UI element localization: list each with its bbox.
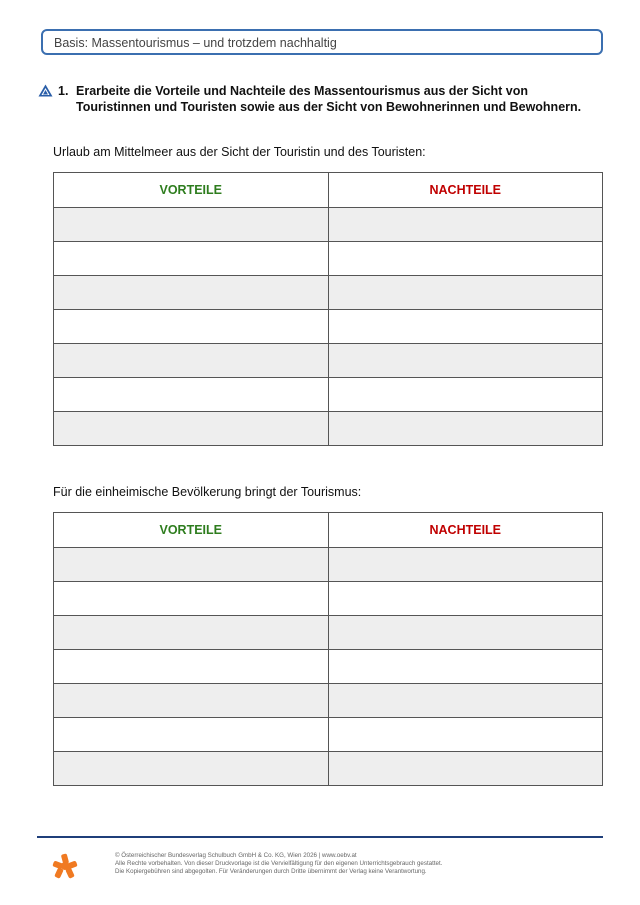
vorteile-cell[interactable]: [54, 582, 328, 615]
vorteile-cell[interactable]: [54, 650, 328, 683]
table-row: [54, 683, 602, 717]
table-row: [54, 207, 602, 241]
table-row: [54, 751, 602, 785]
task-text-line-2: Touristinnen und Touristen sowie aus der Sicht von Bewohnerinnen und Bewohnern.: [76, 100, 582, 114]
oebv-logo-icon: [52, 853, 78, 879]
table-row: [54, 377, 602, 411]
vorteile-cell[interactable]: [54, 242, 328, 275]
nachteile-cell[interactable]: [328, 412, 603, 445]
vorteile-cell[interactable]: [54, 412, 328, 445]
nachteile-cell[interactable]: [328, 650, 603, 683]
table-row: [54, 649, 602, 683]
column-header-vorteile: VORTEILE: [159, 523, 222, 537]
table-header-row: [54, 513, 602, 547]
nachteile-cell[interactable]: [328, 582, 603, 615]
table-row: [54, 343, 602, 377]
warning-triangle-icon: [38, 84, 53, 97]
table-row: [54, 309, 602, 343]
vorteile-cell[interactable]: [54, 208, 328, 241]
table-row: [54, 275, 602, 309]
table-row: [54, 547, 602, 581]
task-number: 1.: [58, 84, 69, 98]
table-row: [54, 615, 602, 649]
section1-label: Urlaub am Mittelmeer aus der Sicht der Touristin und des Touristen:: [53, 145, 426, 159]
vorteile-cell[interactable]: [54, 310, 328, 343]
table-row: [54, 581, 602, 615]
nachteile-cell[interactable]: [328, 684, 603, 717]
section2-label: Für die einheimische Bevölkerung bringt der Tourismus:: [53, 485, 362, 499]
task-text-line-1: Erarbeite die Vorteile und Nachteile des Massentourismus aus der Sicht von: [76, 84, 528, 98]
nachteile-cell[interactable]: [328, 616, 603, 649]
nachteile-cell[interactable]: [328, 208, 603, 241]
footer-line-2: Alle Rechte vorbehalten. Von dieser Druckvorlage ist die Vervielfältigung für den eigenen Unterrichtsgebrauch gestattet.: [115, 860, 443, 868]
nachteile-cell[interactable]: [328, 548, 603, 581]
vorteile-cell[interactable]: [54, 616, 328, 649]
section1-table: [53, 172, 603, 446]
nachteile-cell[interactable]: [328, 378, 603, 411]
nachteile-cell[interactable]: [328, 718, 603, 751]
column-header-vorteile: VORTEILE: [159, 183, 222, 197]
nachteile-cell[interactable]: [328, 344, 603, 377]
task-instruction: [38, 83, 618, 115]
nachteile-cell[interactable]: [328, 752, 603, 785]
table-header-row: [54, 173, 602, 207]
footer-copyright: [115, 852, 442, 877]
vorteile-cell[interactable]: [54, 684, 328, 717]
vorteile-cell[interactable]: [54, 378, 328, 411]
nachteile-cell[interactable]: [328, 276, 603, 309]
vorteile-cell[interactable]: [54, 276, 328, 309]
table-row: [54, 241, 602, 275]
vorteile-cell[interactable]: [54, 548, 328, 581]
worksheet-title-box: [41, 29, 603, 55]
vorteile-cell[interactable]: [54, 344, 328, 377]
footer-line-1: © Österreichischer Bundesverlag Schulbuch GmbH & Co. KG, Wien 2026 | www.oebv.at: [115, 852, 357, 859]
vorteile-cell[interactable]: [54, 718, 328, 751]
column-header-nachteile: NACHTEILE: [328, 513, 603, 547]
footer-line-3: Die Kopiergebühren sind abgegolten. Für Veränderungen durch Dritte übernimmt der Verlag keine Verantwortung.: [115, 868, 427, 876]
nachteile-cell[interactable]: [328, 242, 603, 275]
worksheet-title: Basis: Massentourismus – und trotzdem nachhaltig: [54, 36, 337, 50]
nachteile-cell[interactable]: [328, 310, 603, 343]
footer-divider: [37, 836, 603, 838]
table-row: [54, 717, 602, 751]
section2-table: [53, 512, 603, 786]
column-header-nachteile: NACHTEILE: [328, 173, 603, 207]
table-row: [54, 411, 602, 445]
vorteile-cell[interactable]: [54, 752, 328, 785]
